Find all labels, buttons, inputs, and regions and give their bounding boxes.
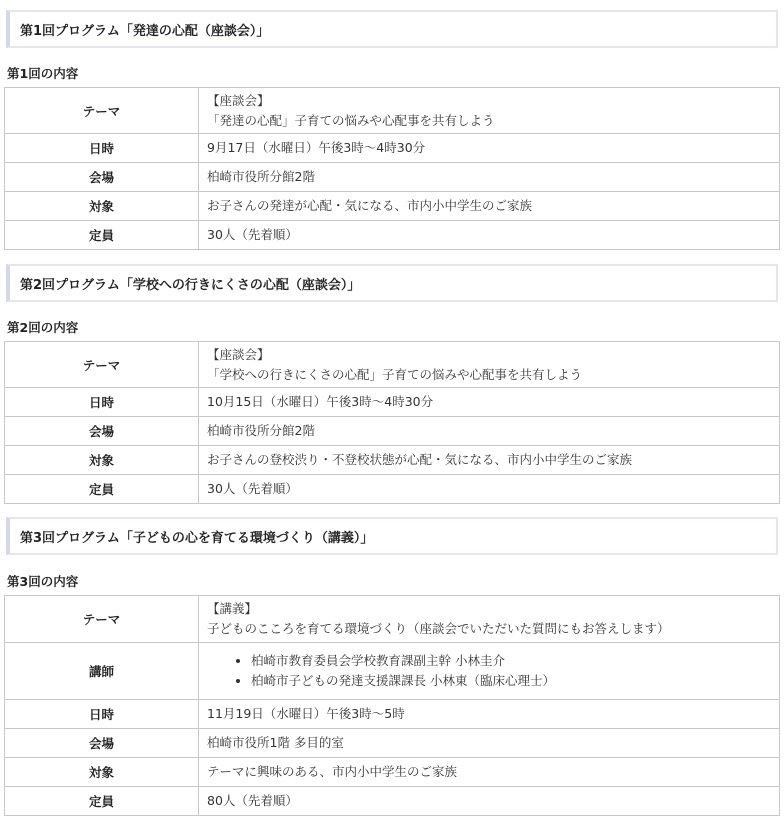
row-value-date: 11月19日（水曜日）午後3時～5時 (199, 700, 780, 729)
row-label-lecturer: 講師 (5, 643, 199, 700)
table-row-theme (5, 342, 780, 388)
section-2-subheading: 第2回の内容 (7, 320, 79, 335)
row-label-theme: テーマ (5, 88, 199, 134)
section-2-heading: 第2回プログラム「学校への行きにくさの心配（座談会）」 (6, 264, 778, 302)
table-row-venue (5, 417, 780, 446)
table-row-target (5, 758, 780, 787)
row-label-capacity: 定員 (5, 475, 199, 504)
row-label-venue: 会場 (5, 163, 199, 192)
row-label-capacity: 定員 (5, 221, 199, 250)
table-row-date (5, 700, 780, 729)
table-row-capacity (5, 787, 780, 816)
row-label-date: 日時 (5, 388, 199, 417)
row-value-theme (199, 342, 780, 388)
table-row-lecturer (5, 643, 780, 700)
section-1-table (4, 87, 780, 250)
row-value-theme (199, 88, 780, 134)
table-row-venue (5, 163, 780, 192)
section-3-subheading: 第3回の内容 (7, 574, 79, 589)
theme-type: 【座談会】 (207, 346, 270, 362)
table-row-capacity (5, 221, 780, 250)
row-value-venue: 柏崎市役所分館2階 (199, 417, 780, 446)
theme-type: 【座談会】 (207, 92, 270, 108)
table-row-date (5, 134, 780, 163)
theme-title: 「発達の心配」子育ての悩みや心配事を共有しよう (207, 112, 495, 128)
row-label-date: 日時 (5, 700, 199, 729)
row-label-venue: 会場 (5, 729, 199, 758)
list-item: • 柏崎市教育委員会学校教育課副主幹 小林圭介 (251, 651, 779, 671)
table-row-venue (5, 729, 780, 758)
row-label-theme: テーマ (5, 596, 199, 643)
table-row-date (5, 388, 780, 417)
row-value-theme (199, 596, 780, 643)
row-label-target: 対象 (5, 758, 199, 787)
section-3-table (4, 595, 780, 816)
row-label-target: 対象 (5, 192, 199, 221)
row-value-capacity: 80人（先着順） (199, 787, 780, 816)
row-value-target: テーマに興味のある、市内小中学生のご家族 (199, 758, 780, 787)
table-row-theme (5, 88, 780, 134)
theme-title: 「学校への行きにくさの心配」子育ての悩みや心配事を共有しよう (207, 366, 583, 382)
table-row-theme (5, 596, 780, 643)
section-3-heading: 第3回プログラム「子どもの心を育てる環境づくり（講義）」 (6, 517, 778, 555)
table-row-capacity (5, 475, 780, 504)
row-label-target: 対象 (5, 446, 199, 475)
section-2-table (4, 341, 780, 504)
list-item: • 柏崎市子どもの発達支援課課長 小林東（臨床心理士） (251, 671, 779, 691)
theme-title: 子どものこころを育てる環境づくり（座談会でいただいた質問にもお答えします） (207, 621, 670, 636)
row-label-capacity: 定員 (5, 787, 199, 816)
row-value-date: 9月17日（水曜日）午後3時～4時30分 (199, 134, 780, 163)
row-value-lecturer (199, 643, 780, 700)
row-value-venue: 柏崎市役所1階 多目的室 (199, 729, 780, 758)
row-value-capacity: 30人（先着順） (199, 221, 780, 250)
row-value-venue: 柏崎市役所分館2階 (199, 163, 780, 192)
lecturer-list (207, 651, 779, 691)
row-label-venue: 会場 (5, 417, 199, 446)
table-row-target (5, 446, 780, 475)
table-row-target (5, 192, 780, 221)
section-1-heading: 第1回プログラム「発達の心配（座談会）」 (6, 10, 778, 48)
section-1-subheading: 第1回の内容 (7, 66, 79, 81)
row-label-date: 日時 (5, 134, 199, 163)
row-value-capacity: 30人（先着順） (199, 475, 780, 504)
row-label-theme: テーマ (5, 342, 199, 388)
row-value-target: お子さんの登校渋り・不登校状態が心配・気になる、市内小中学生のご家族 (199, 446, 780, 475)
theme-type: 【講義】 (207, 601, 258, 616)
row-value-date: 10月15日（水曜日）午後3時～4時30分 (199, 388, 780, 417)
row-value-target: お子さんの発達が心配・気になる、市内小中学生のご家族 (199, 192, 780, 221)
